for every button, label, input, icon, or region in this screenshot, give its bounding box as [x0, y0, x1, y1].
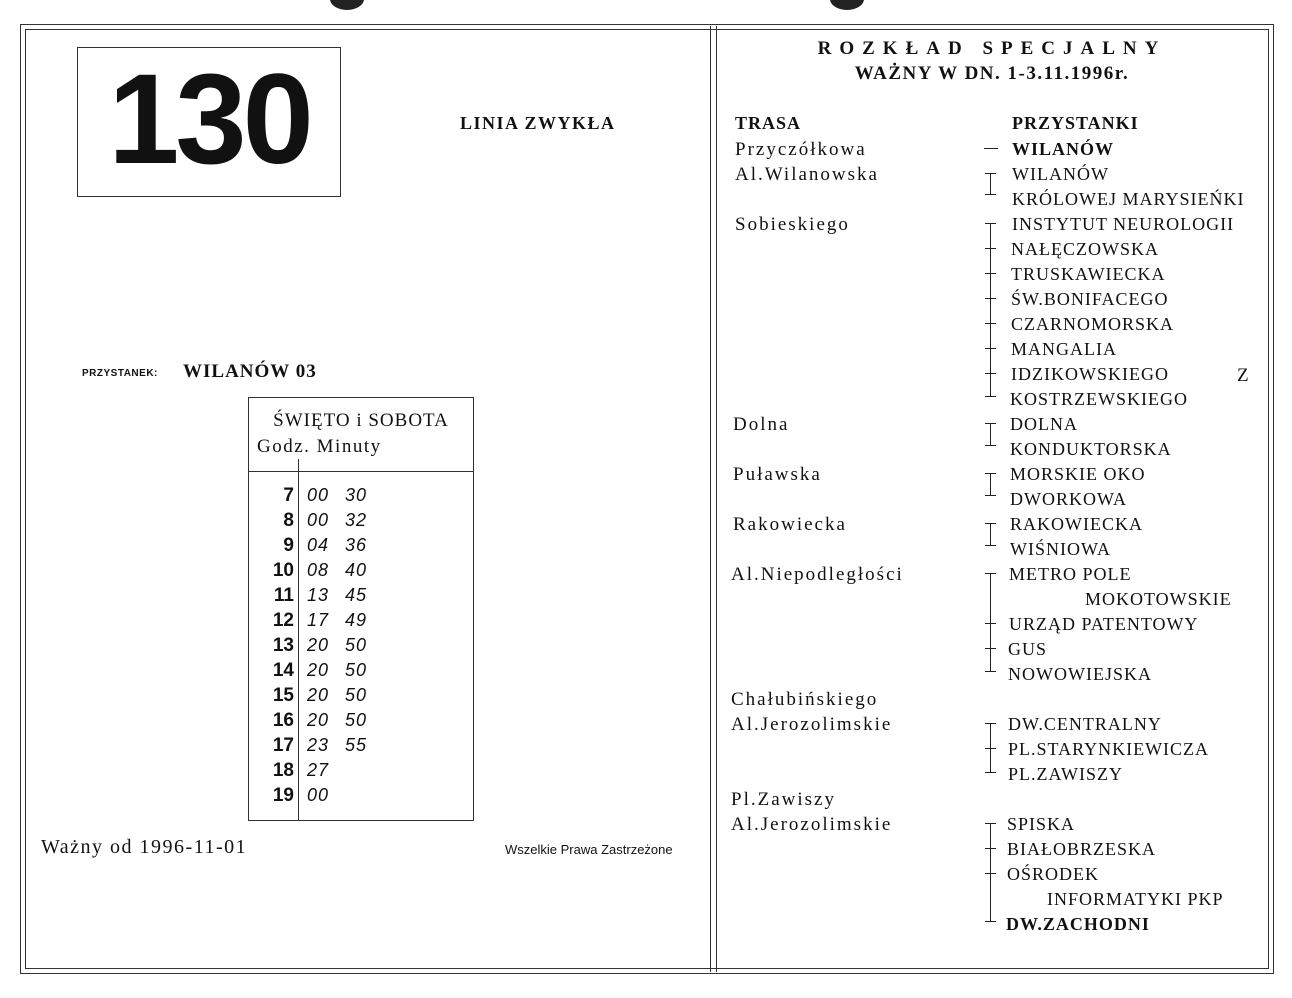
- route-stop: INFORMATYKI PKP: [1047, 889, 1224, 909]
- route-street: Al.Wilanowska: [735, 164, 879, 185]
- route-street: Chałubińskiego: [731, 689, 879, 710]
- timetable-row: [249, 558, 473, 583]
- panel-divider: [710, 26, 711, 972]
- minutes: 08 40: [307, 560, 368, 580]
- route-street: Al.Jerozolimskie: [731, 714, 893, 735]
- zone-marker: Z: [1237, 365, 1249, 386]
- route-stop: INSTYTUT NEUROLOGII: [1012, 214, 1235, 234]
- scan-artifact: [830, 0, 864, 10]
- minutes: 20 50: [307, 635, 368, 655]
- route-stop: DW.CENTRALNY: [1008, 714, 1162, 734]
- timetable-title: ŚWIĘTO i SOBOTA: [273, 410, 449, 431]
- hour: 10: [272, 560, 294, 581]
- timetable-row: [249, 758, 473, 783]
- timetable-row: [249, 783, 473, 808]
- route-street: Sobieskiego: [735, 214, 850, 235]
- route-stop: GUS: [1008, 639, 1048, 659]
- stop-name: WILANÓW 03: [183, 361, 317, 382]
- route-stop: NAŁĘCZOWSKA: [1011, 239, 1159, 259]
- scan-artifact: [330, 0, 364, 10]
- hour: 7: [283, 485, 294, 506]
- route-connector: [985, 423, 996, 446]
- timetable: [248, 397, 474, 821]
- hour: 13: [272, 635, 294, 656]
- route-stop: TRUSKAWIECKA: [1011, 264, 1166, 284]
- route-connector: [985, 823, 996, 922]
- timetable-row: [249, 683, 473, 708]
- hour: 9: [283, 535, 294, 556]
- timetable-row: [249, 733, 473, 758]
- timetable-header-rule: [249, 471, 473, 472]
- valid-from: Ważny od 1996-11-01: [41, 836, 248, 858]
- route-stop: CZARNOMORSKA: [1011, 314, 1175, 334]
- minutes: 23 55: [307, 735, 368, 755]
- route-stop: KONDUKTORSKA: [1010, 439, 1172, 459]
- timetable-row: [249, 608, 473, 633]
- hour: 17: [272, 735, 294, 756]
- route-stop: MORSKIE OKO: [1010, 464, 1146, 484]
- route-stop: PL.STARYNKIEWICZA: [1008, 739, 1210, 759]
- minutes: 20 50: [307, 660, 368, 680]
- route-street: Przyczółkowa: [735, 139, 867, 160]
- route-stop: DOLNA: [1010, 414, 1078, 434]
- hour: 19: [272, 785, 294, 806]
- route-stop: SPISKA: [1007, 814, 1076, 834]
- route-stop: ŚW.BONIFACEGO: [1011, 289, 1169, 309]
- route-connector: [985, 223, 996, 397]
- line-number: 130: [108, 48, 310, 191]
- route-street: Al.Jerozolimskie: [731, 814, 893, 835]
- route-stop: WILANÓW: [1012, 164, 1109, 184]
- route-connector: [985, 573, 996, 672]
- route-street: Rakowiecka: [733, 514, 847, 535]
- route-connector: [985, 473, 996, 496]
- route-connector: [985, 523, 996, 546]
- route-stop: DW.ZACHODNI: [1006, 914, 1150, 934]
- route-connector: [985, 173, 996, 195]
- route-stop: METRO POLE: [1009, 564, 1132, 584]
- hour: 16: [272, 710, 294, 731]
- minutes: 17 49: [307, 610, 368, 630]
- route-stop: WILANÓW: [1012, 139, 1115, 159]
- route-connector: [984, 148, 998, 149]
- timetable-row: [249, 658, 473, 683]
- minutes: 20 50: [307, 710, 368, 730]
- route-stop: IDZIKOWSKIEGO: [1011, 364, 1169, 384]
- minutes: 00 32: [307, 510, 368, 530]
- hour: 15: [272, 685, 294, 706]
- route-street: Pl.Zawiszy: [731, 789, 836, 810]
- line-type: LINIA ZWYKŁA: [460, 113, 616, 133]
- hour: 12: [272, 610, 294, 631]
- special-schedule-title: ROZKŁAD SPECJALNY: [817, 38, 1167, 59]
- timetable-row: [249, 508, 473, 533]
- route-stop: PL.ZAWISZY: [1008, 764, 1124, 784]
- minutes: 27: [307, 760, 330, 780]
- minutes: 00: [307, 785, 330, 805]
- route-stop: KOSTRZEWSKIEGO: [1010, 389, 1188, 409]
- route-stop: URZĄD PATENTOWY: [1009, 614, 1199, 634]
- route-stop: WIŚNIOWA: [1010, 539, 1111, 559]
- panel-divider: [716, 26, 717, 972]
- rights-notice: Wszelkie Prawa Zastrzeżone: [505, 842, 673, 857]
- minutes: 04 36: [307, 535, 368, 555]
- route-street: Puławska: [733, 464, 822, 485]
- minutes: 00 30: [307, 485, 368, 505]
- route-stop: NOWOWIEJSKA: [1008, 664, 1152, 684]
- timetable-row: [249, 583, 473, 608]
- special-schedule-validity: WAŻNY W DN. 1-3.11.1996r.: [854, 63, 1130, 84]
- route-stop: OŚRODEK: [1007, 864, 1100, 884]
- top-scan-edge: [0, 0, 1292, 20]
- timetable-row: [249, 633, 473, 658]
- route-stop: DWORKOWA: [1010, 489, 1127, 509]
- stop-label: PRZYSTANEK:: [82, 368, 158, 379]
- timetable-subheader: Godz. Minuty: [257, 436, 382, 457]
- route-stop: MOKOTOWSKIE: [1085, 589, 1232, 609]
- hour: 8: [283, 510, 294, 531]
- route-connector: [985, 723, 996, 773]
- timetable-row: [249, 533, 473, 558]
- hour: 18: [272, 760, 294, 781]
- route-stop: BIAŁOBRZESKA: [1007, 839, 1157, 859]
- route-stop: MANGALIA: [1011, 339, 1117, 359]
- hour: 14: [272, 660, 294, 681]
- minutes: 13 45: [307, 585, 368, 605]
- route-street: Dolna: [733, 414, 790, 435]
- route-street: Al.Niepodległości: [731, 564, 904, 585]
- minutes: 20 50: [307, 685, 368, 705]
- line-number-box: [77, 47, 341, 197]
- timetable-row: [249, 708, 473, 733]
- timetable-row: [249, 483, 473, 508]
- route-header: TRASA: [735, 113, 802, 133]
- stops-header: PRZYSTANKI: [1012, 113, 1139, 133]
- hour: 11: [273, 585, 294, 606]
- route-stop: RAKOWIECKA: [1010, 514, 1143, 534]
- route-stop: KRÓLOWEJ MARYSIEŃKI: [1012, 189, 1245, 209]
